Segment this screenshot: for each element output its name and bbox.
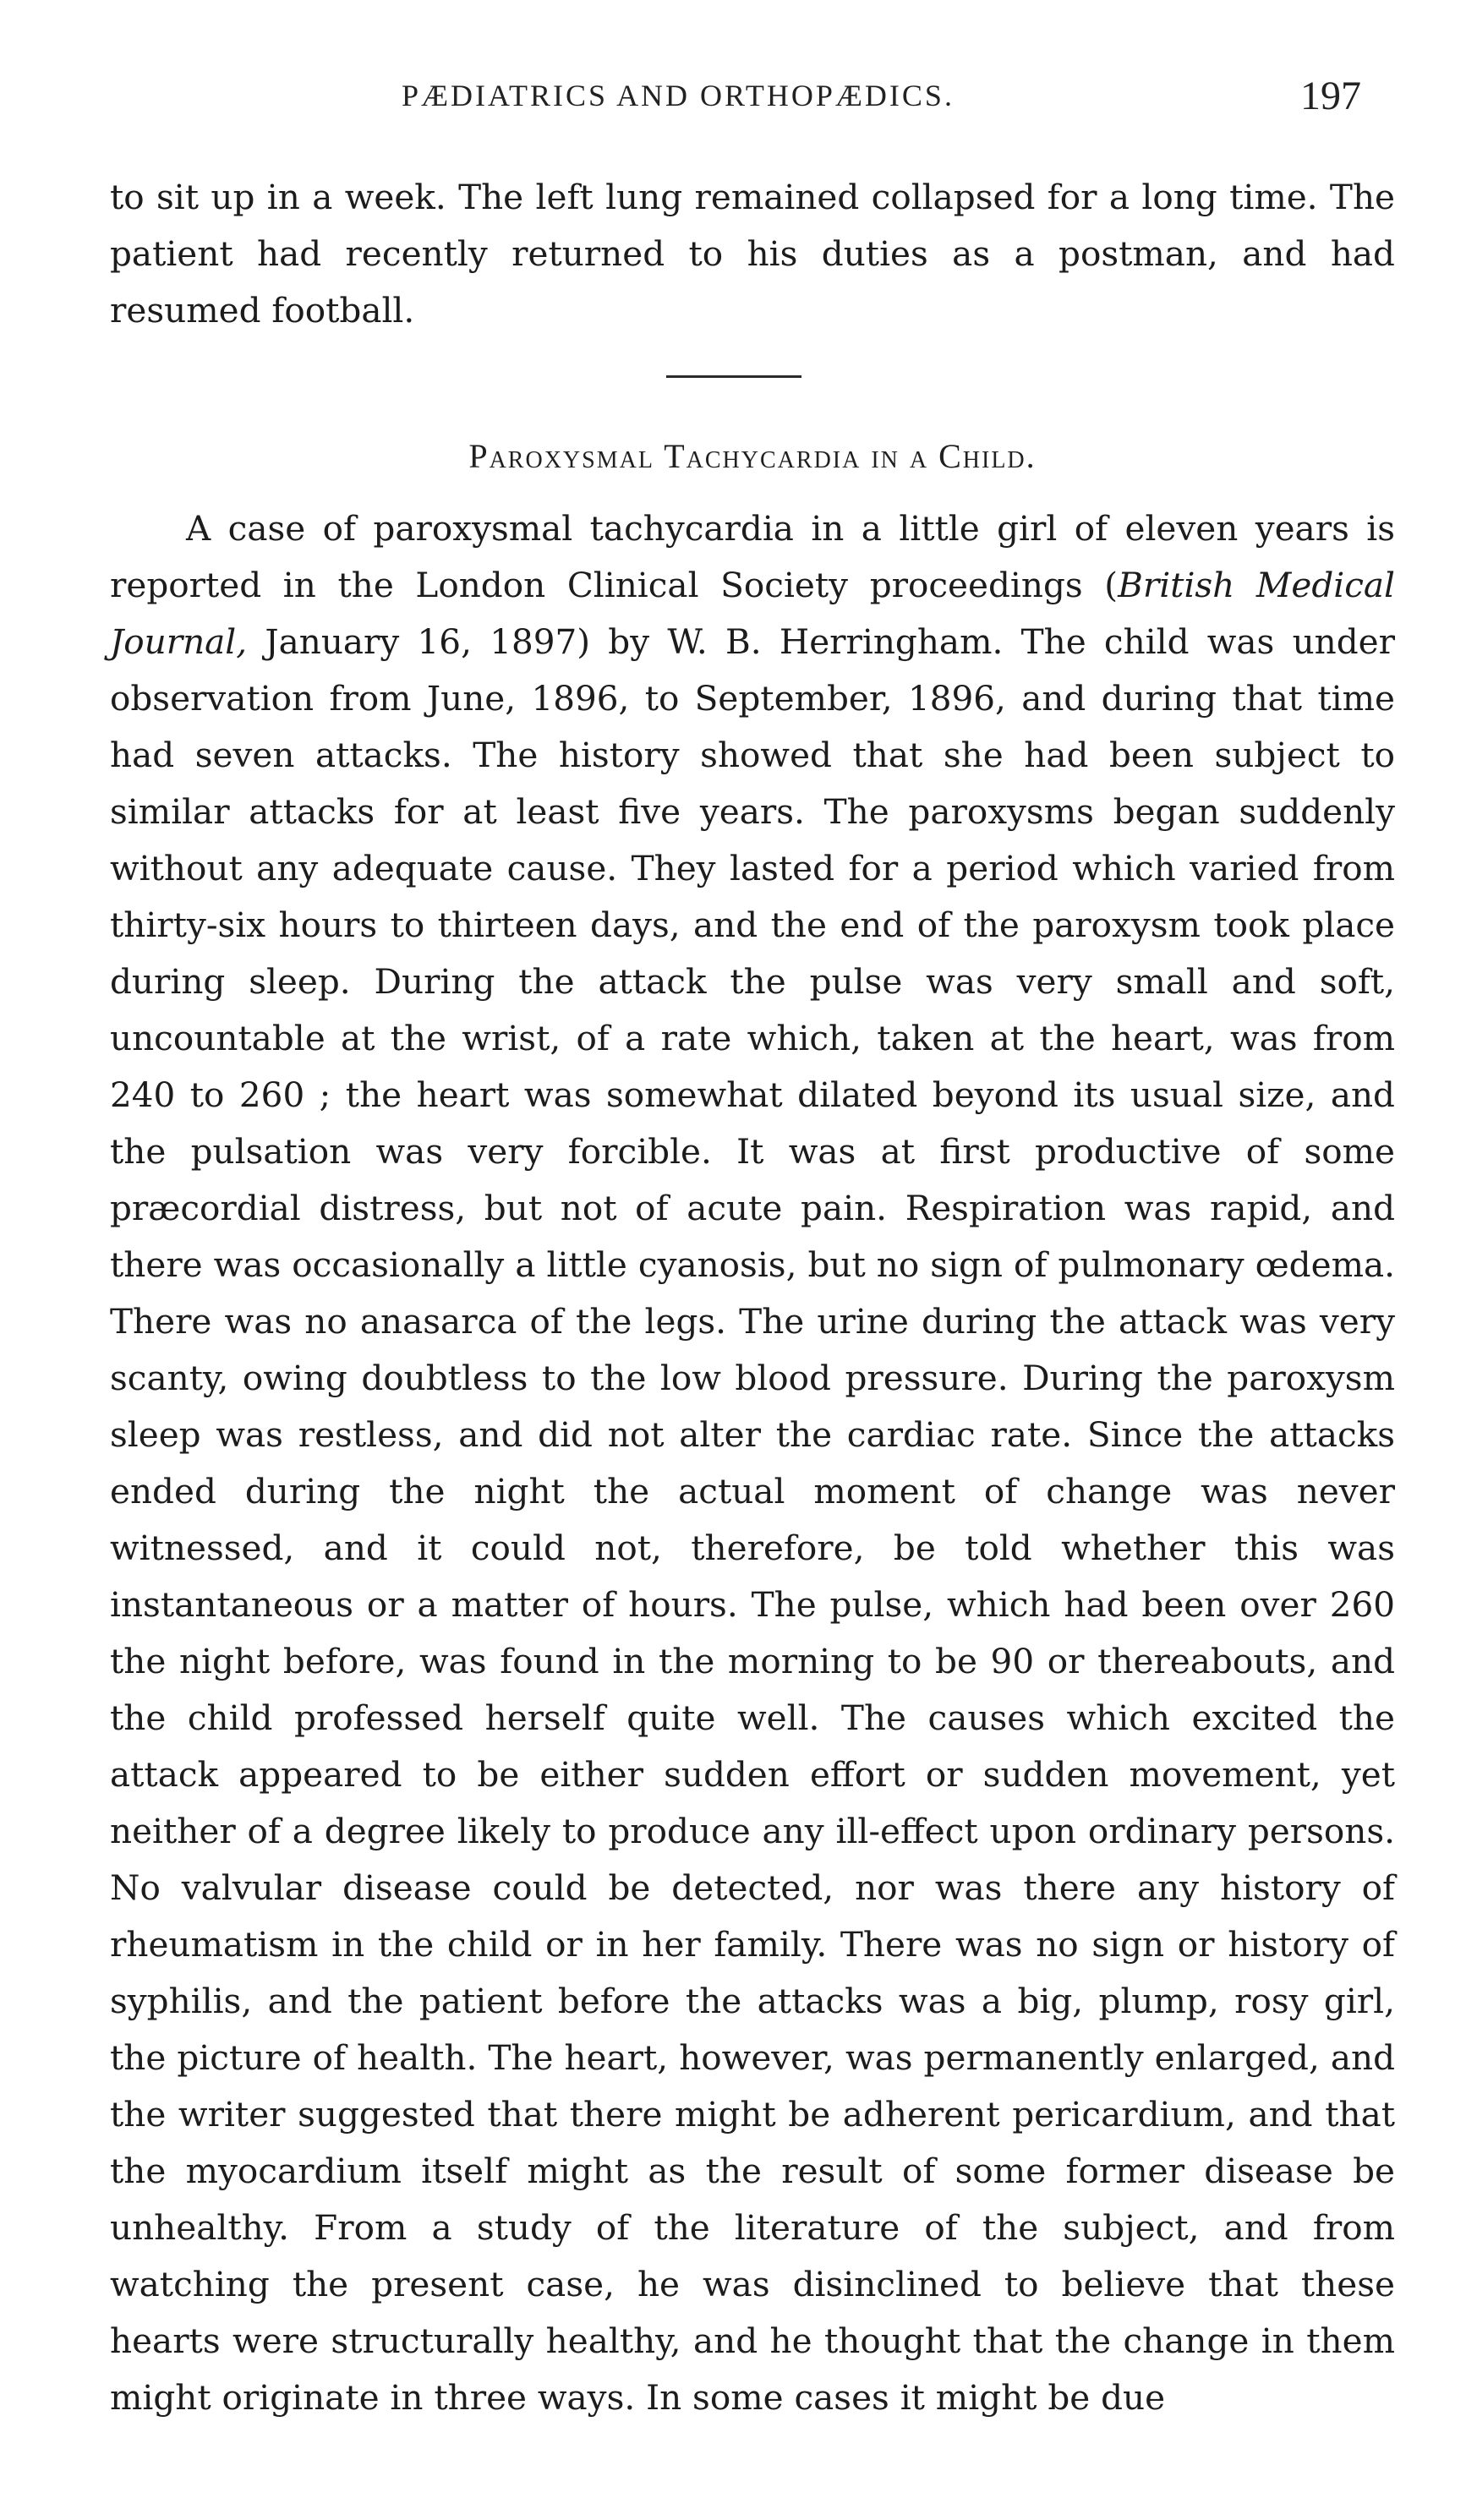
journal-title: British Medical Journal,: [110, 565, 1395, 662]
carry-over-paragraph: to sit up in a week. The left lung remained collapsed for a long time. The patient had recently returned to his duties as a postman, and had resumed football.: [110, 177, 1395, 331]
paragraph-body-text: January 16, 1897) by W. B. Herringham. The child was under observation from June, 1896, to September, 1896, and during that time had seven attacks. The history showed that she had been subject to similar attacks for at least five years. The paroxysms began suddenly without any adequate cause. They lasted for a period which varied from thirty-six hours to thirteen days, and the end of the paroxysm took place during sleep. During the attack the pulse was very small and soft, uncountable at the wrist, of a rate which, taken at the heart, was from 240 to 260 ; the heart was somewhat dilated beyond its usual size, and the pulsation was very forcible. It was at first productive of some præcordial distress, but not of acute pain. Respiration was rapid, and there was occasionally a little cyanosis, but no sign of pulmonary œdema. There was no anasarca of the legs. The urine during the attack was very scanty, owing doubtless to the low blood pressure. During the paroxysm sleep was restless, and did not alter the cardiac rate. Since the attacks ended during the night the actual moment of change was never witnessed, and it could not, therefore, be told whether this was instantaneous or a matter of hours. The pulse, which had been over 260 the night before, was found in the morning to be 90 or thereabouts, and the child professed herself quite well. The causes which excited the attack appeared to be either sudden effort or sudden movement, yet neither of a degree likely to produce any ill-effect upon ordinary persons. No valvular disease could be detected, nor was there any history of rheumatism in the child or in her family. There was no sign or history of syphilis, and the patient before the attacks was a big, plump, rosy girl, the picture of health. The heart, however, was permanently enlarged, and the writer suggested that there might be adherent pericardium, and that the myocardium itself might as the result of some former disease be unhealthy. From a study of the literature of the subject, and from watching the present case, he was disinclined to believe that these hearts were structurally healthy, and he thought that the change in them might originate in three ways. In some cases it might be due: [110, 621, 1395, 2418]
page-number: 197: [1300, 74, 1361, 118]
running-head: [110, 74, 1378, 128]
section-paragraph: [110, 500, 1395, 2445]
section-divider-rule: [666, 375, 801, 378]
running-title: PÆDIATRICS AND ORTHOPÆDICS.: [402, 79, 955, 112]
paragraph-lead-text: A case of paroxysmal tachycardia in a little girl of eleven years is reported in the London Clinical Society proceedings (: [110, 508, 1395, 605]
section-heading: Paroxysmal Tachycardia in a Child.: [468, 437, 1037, 475]
